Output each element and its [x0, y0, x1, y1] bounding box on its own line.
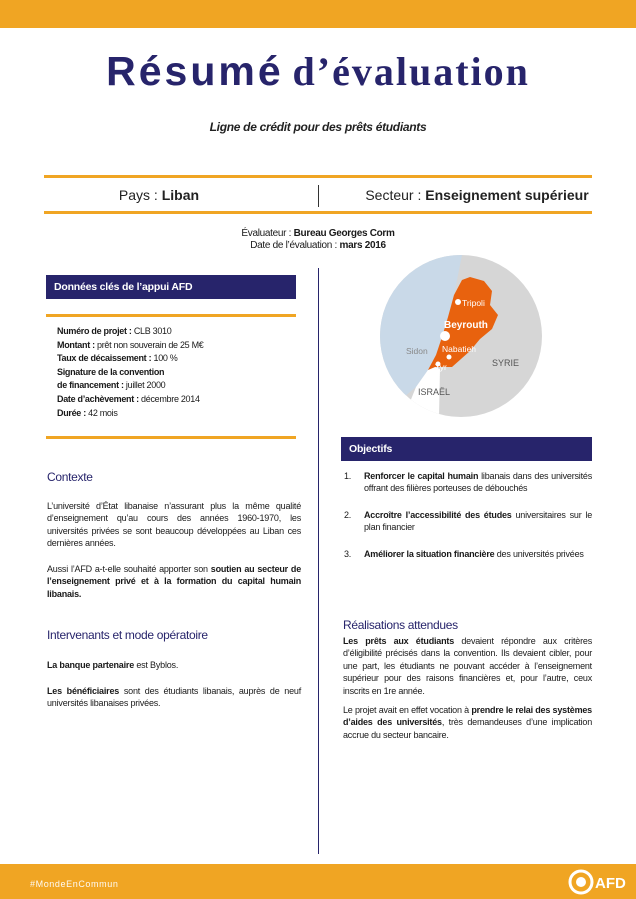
- kd-montant: Montant : prêt non souverain de 25 M€: [57, 339, 204, 350]
- kd-signature: Signature de la convention: [57, 366, 165, 377]
- meta-bottom-rule: [44, 211, 592, 214]
- realisations-heading: Réalisations attendues: [343, 618, 458, 632]
- intervenants-paragraph-1: La banque partenaire est Byblos.: [47, 660, 179, 670]
- label-syrie: SYRIE: [492, 358, 520, 368]
- kd-financement: de financement : juillet 2000: [57, 380, 166, 391]
- page-title: [0, 48, 636, 95]
- contexte-heading: Contexte: [47, 470, 93, 484]
- secteur-field: Secteur : Enseignement supérieur: [365, 187, 589, 203]
- column-divider: [318, 268, 319, 854]
- contexte-paragraph-2: Aussi l’AFD a-t-elle souhaité apporter son soutien au secteur de l’enseignement privé et à la formation du capital humain libanais.: [47, 564, 302, 599]
- beyrouth-marker: [440, 331, 450, 341]
- label-tyr: Tyr: [435, 362, 447, 372]
- intervenants-paragraph-2: Les bénéficiaires sont des étudiants libanais, auprès de neuf universités libanaises privées.: [47, 686, 302, 709]
- afd-logo-text: AFD: [595, 875, 626, 892]
- evaluation-info: [0, 228, 636, 252]
- label-tripoli: Tripoli: [462, 298, 485, 308]
- lebanon-map: [380, 255, 542, 417]
- pays-value: Liban: [161, 187, 200, 203]
- evaluateur-line: Évaluateur : Bureau Georges Corm: [241, 228, 395, 239]
- pays-field: Pays : Liban: [118, 187, 200, 203]
- afd-logo: [567, 867, 631, 897]
- key-data-list: [57, 325, 287, 420]
- label-sidon: Sidon: [406, 346, 428, 356]
- objectif-item: 1. Renforcer le capital humain libanais dans des universités offrant des filières porteuses de débouchés: [344, 471, 592, 494]
- key-data-title: Données clés de l’appui AFD: [46, 275, 296, 299]
- realisations-paragraph-2: Le projet avait en effet vocation à prendre le relai des systèmes d’aides des universités, très demandeuses d’une implication accrue du secteur bancaire.: [343, 705, 592, 740]
- label-nabatieh: Nabatieh: [442, 344, 477, 354]
- secteur-value: Enseignement supérieur: [425, 187, 589, 203]
- key-data-top-rule: [46, 314, 296, 317]
- objectif-item: 3. Améliorer la situation financière des universités privées: [344, 548, 584, 559]
- contexte-paragraph-1: L’université d’État libanaise n’assurant plus la même qualité d’enseignement qu’au cours des années 1960-1970, les universités privées se sont beaucoup développées au Liban ces dernières années.: [47, 501, 301, 549]
- kd-numero: Numéro de projet : CLB 3010: [57, 326, 172, 336]
- title-part-evaluation: d’évaluation: [292, 49, 530, 94]
- kd-taux: Taux de décaissement : 100 %: [57, 353, 178, 364]
- label-israel: ISRAËL: [418, 387, 451, 397]
- objectifs-title: Objectifs: [341, 437, 592, 461]
- key-data-bottom-rule: [46, 436, 296, 439]
- top-band: [0, 0, 636, 28]
- kd-duree: Durée : 42 mois: [57, 407, 118, 418]
- kd-achevement: Date d’achèvement : décembre 2014: [57, 393, 200, 404]
- tripoli-marker: [455, 299, 461, 305]
- date-line: Date de l’évaluation : mars 2016: [250, 240, 386, 251]
- objectif-item: 2. Accroître l’accessibilité des études universitaires sur le plan financier: [344, 509, 592, 533]
- meta-top-rule: [44, 175, 592, 178]
- intervenants-heading: Intervenants et mode opératoire: [47, 628, 208, 642]
- footer-hashtag: #MondeEnCommun: [30, 879, 119, 889]
- objectifs-list: [344, 470, 592, 574]
- label-beyrouth: Beyrouth: [444, 320, 488, 331]
- sidon-marker: [447, 355, 452, 360]
- page-subtitle: Ligne de crédit pour des prêts étudiants: [209, 120, 427, 134]
- realisations-paragraph-1: Les prêts aux étudiants devaient répondre aux critères d’éligibilité précisés dans la convention. Ils devaient cibler, pour une part, les étudiants ne pouvant accéder à l’enseignement supérieur pour des raisons financières et, pour l’autre, ceux inscrits en 1re année.: [343, 636, 592, 696]
- title-part-resume: Résumé: [106, 48, 284, 94]
